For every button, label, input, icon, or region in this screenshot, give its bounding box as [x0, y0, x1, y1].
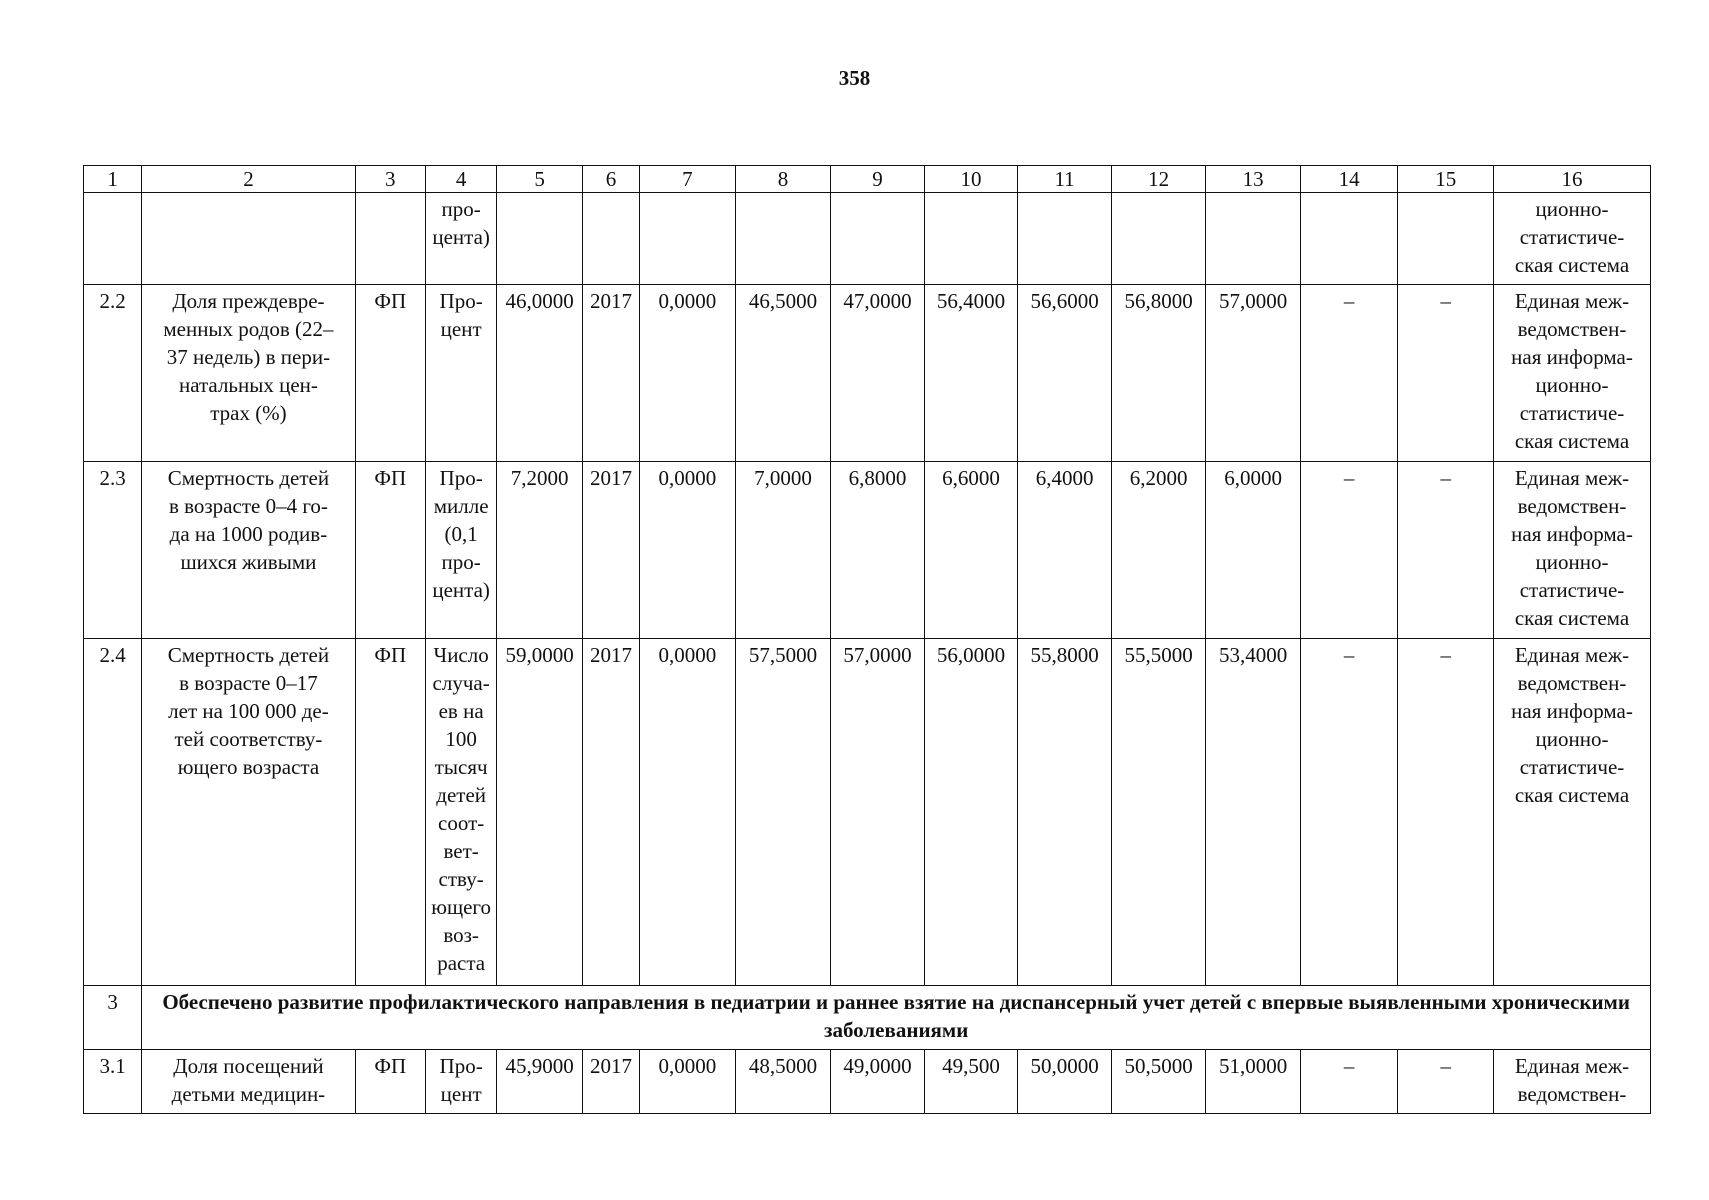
- section-title: Обеспечено развитие профилактического направления в педиатрии и раннее взятие на диспансерный учет детей с впервые выявленными хроническими заболеваниями: [142, 986, 1651, 1050]
- cell-value: 55,8000: [1018, 639, 1112, 986]
- cell-base: 59,0000: [497, 639, 582, 986]
- column-header: 6: [582, 166, 639, 193]
- table-row: [84, 1050, 1651, 1114]
- cell-num: 2.3: [84, 462, 142, 639]
- cell-unit: Число случа- ев на 100 тысяч детей соот- вет- ству- ющего воз- раста: [425, 639, 496, 986]
- cell-value: –: [1398, 1050, 1494, 1114]
- cell-base: 7,2000: [497, 462, 582, 639]
- cell-value: 56,8000: [1111, 285, 1206, 462]
- cell-name: Смертность детей в возрасте 0–17 лет на 100 000 де- тей соответству- ющего возраста: [142, 639, 355, 986]
- cell-type: ФП: [355, 285, 425, 462]
- cell-unit: Про- цент: [425, 1050, 496, 1114]
- column-header: 11: [1018, 166, 1112, 193]
- cell-value: 7,0000: [735, 462, 831, 639]
- continuation-row: [84, 193, 1651, 285]
- cell-year: 2017: [582, 1050, 639, 1114]
- cell-type: ФП: [355, 1050, 425, 1114]
- cell-value: 6,2000: [1111, 462, 1206, 639]
- cell-name: Смертность детей в возрасте 0–4 го- да на 1000 родив- шихся живыми: [142, 462, 355, 639]
- cell-value: 53,4000: [1206, 639, 1301, 986]
- cell-value: 56,6000: [1018, 285, 1112, 462]
- section-number: 3: [84, 986, 142, 1050]
- column-header: 9: [831, 166, 925, 193]
- cell-source: Единая меж- ведомствен- ная информа- ционно- статистиче- ская система: [1494, 462, 1651, 639]
- column-header: 16: [1494, 166, 1651, 193]
- cell-value: 51,0000: [1206, 1050, 1301, 1114]
- column-header: 14: [1300, 166, 1398, 193]
- cell-value: 6,6000: [924, 462, 1018, 639]
- cell-base: 46,0000: [497, 285, 582, 462]
- column-number-row: [84, 166, 1651, 193]
- cell-value: –: [1300, 1050, 1398, 1114]
- section-row: [84, 986, 1651, 1050]
- cell-value: 6,0000: [1206, 462, 1301, 639]
- column-header: 10: [924, 166, 1018, 193]
- cell-num: 2.2: [84, 285, 142, 462]
- cell-value: 6,4000: [1018, 462, 1112, 639]
- cell-source: Единая меж- ведомствен- ная информа- ционно- статистиче- ская система: [1494, 285, 1651, 462]
- cell-year: 2017: [582, 462, 639, 639]
- cell-name: Доля преждевре- менных родов (22– 37 недель) в пери- натальных цен- трах (%): [142, 285, 355, 462]
- cell-value: –: [1398, 285, 1494, 462]
- column-header: 5: [497, 166, 582, 193]
- column-header: 1: [84, 166, 142, 193]
- cell-value: –: [1398, 462, 1494, 639]
- cell-num: 2.4: [84, 639, 142, 986]
- cell-value: 57,0000: [1206, 285, 1301, 462]
- cell-source: Единая меж- ведомствен- ная информа- ционно- статистиче- ская система: [1494, 639, 1651, 986]
- cell-value: –: [1300, 285, 1398, 462]
- cell-value: 57,5000: [735, 639, 831, 986]
- column-header: 13: [1206, 166, 1301, 193]
- cell-value: 57,0000: [831, 639, 925, 986]
- cell-year: 2017: [582, 285, 639, 462]
- cell-value: 0,0000: [640, 1050, 736, 1114]
- column-header: 15: [1398, 166, 1494, 193]
- cell-value: 0,0000: [640, 285, 736, 462]
- cell-unit: Про- милле (0,1 про- цента): [425, 462, 496, 639]
- cell-value: 55,5000: [1111, 639, 1206, 986]
- cell-source: Единая меж- ведомствен-: [1494, 1050, 1651, 1114]
- cell-source: ционно- статистиче- ская система: [1494, 193, 1651, 285]
- cell-year: 2017: [582, 639, 639, 986]
- column-header: 7: [640, 166, 736, 193]
- cell-value: 46,5000: [735, 285, 831, 462]
- cell-value: 0,0000: [640, 462, 736, 639]
- cell-value: –: [1398, 639, 1494, 986]
- cell-value: 49,0000: [831, 1050, 925, 1114]
- column-header: 12: [1111, 166, 1206, 193]
- cell-type: ФП: [355, 639, 425, 986]
- cell-unit: Про- цент: [425, 285, 496, 462]
- table-row: [84, 639, 1651, 986]
- cell-value: 49,500: [924, 1050, 1018, 1114]
- cell-num: 3.1: [84, 1050, 142, 1114]
- column-header: 4: [425, 166, 496, 193]
- cell-value: 6,8000: [831, 462, 925, 639]
- table-row: [84, 462, 1651, 639]
- cell-value: 50,0000: [1018, 1050, 1112, 1114]
- cell-type: ФП: [355, 462, 425, 639]
- cell-value: 50,5000: [1111, 1050, 1206, 1114]
- cell-value: 48,5000: [735, 1050, 831, 1114]
- cell-value: 56,4000: [924, 285, 1018, 462]
- cell-value: 56,0000: [924, 639, 1018, 986]
- cell-value: –: [1300, 462, 1398, 639]
- column-header: 3: [355, 166, 425, 193]
- cell-unit: про- цента): [425, 193, 496, 285]
- indicators-table: [83, 165, 1651, 1114]
- cell-value: 47,0000: [831, 285, 925, 462]
- page-number: 358: [838, 66, 871, 90]
- cell-base: 45,9000: [497, 1050, 582, 1114]
- cell-name: Доля посещений детьми медицин-: [142, 1050, 355, 1114]
- cell-value: 0,0000: [640, 639, 736, 986]
- column-header: 2: [142, 166, 355, 193]
- column-header: 8: [735, 166, 831, 193]
- table-row: [84, 285, 1651, 462]
- cell-value: –: [1300, 639, 1398, 986]
